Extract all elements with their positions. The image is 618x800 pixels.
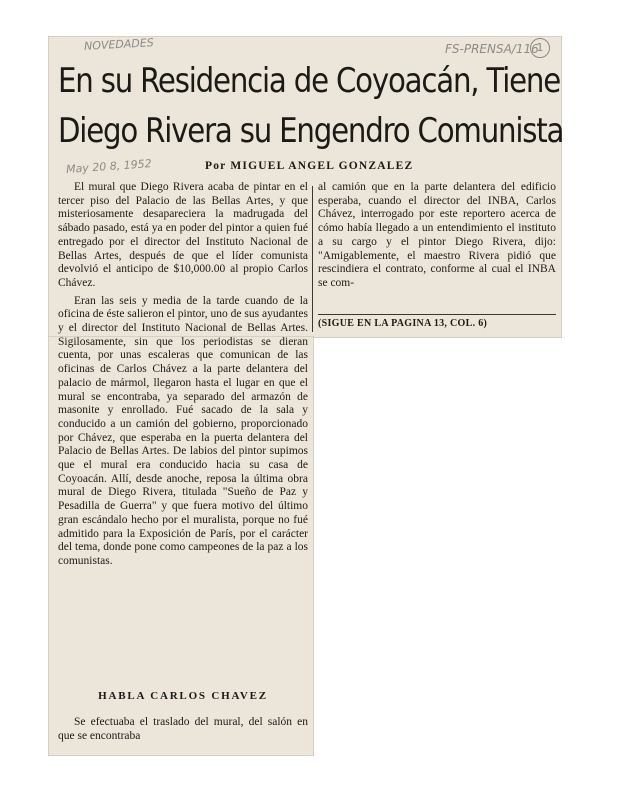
- handwritten-date: May 20 8, 1952: [65, 157, 153, 176]
- handwritten-page-number: 1: [530, 38, 550, 58]
- article-byline: Por MIGUEL ANGEL GONZALEZ: [205, 160, 414, 172]
- paragraph: al camión que en la parte delantera del edificio esperaba, cuando el director del INBA, Carlos Chávez, interrogado por este reportero acerca de cómo había llegado a un entendimiento el instituto a su cargo y el pintor Diego Rivera, dijo: "Amigablemente, el maestro Rivera pidió que rescindiera el contrato, conforme al cual el INBA se com-: [318, 181, 556, 289]
- article-column-right: [318, 181, 556, 291]
- column-divider: [312, 186, 313, 332]
- headline-line-1: En su Residencia de Coyoacán, Tiene: [58, 61, 561, 101]
- paragraph: Se efectuaba el traslado del mural, del salón en que se encontraba: [58, 716, 308, 742]
- continued-on-page-note: (SIGUE EN LA PAGINA 13, COL. 6): [318, 318, 488, 329]
- handwritten-archive-code: FS-PRENSA/116: [445, 42, 539, 56]
- section-subhead: HABLA CARLOS CHAVEZ: [98, 690, 268, 702]
- continuation-rule: [318, 314, 556, 315]
- article-column-bottom: [58, 716, 308, 743]
- handwritten-source-note: NOVEDADES: [83, 36, 155, 53]
- article-column-left: [58, 181, 308, 569]
- paragraph: El mural que Diego Rivera acaba de pintar en el tercer piso del Palacio de las Bellas Artes, y que misteriosamente desapareciera la madrugada del sábado pasado, está ya en poder del pintor a quien fué entregado por el director del Instituto Nacional de Bellas Artes, después de que el líder comunista devolvió el anticipo de $10,000.00 al propio Carlos Chávez.: [58, 181, 308, 289]
- paragraph: Eran las seis y media de la tarde cuando de la oficina de éste salieron el pintor, uno de sus ayudantes y el director del Instituto Nacional de Bellas Artes. Sigilosamente, sin que los periodistas se dieran cuenta, por unas escaleras que comunican de las oficinas de Carlos Chávez a la parte delantera del palacio de mármol, llegaron hasta el lugar en que el mural se encontraba, ya separado del armazón de masonite y enrollado. Fué sacado de la sala y conducido a un camión del gobierno, proporcionado por Chávez, que esperaba en la puerta delantera del Palacio de Bellas Artes. De labios del pintor supimos que el mural era conducido hacia su casa de Coyoacán. Allí, desde anoche, reposa la última obra mural de Diego Rivera, titulada "Sueño de Paz y Pesadilla de Guerra" y que fuera motivo del último gran escándalo hecho por el muralista, porque no fué admitido para la Exposición de París, por el carácter del tema, donde pone como campeones de la paz a los comunistas.: [58, 294, 308, 567]
- article-headline: [58, 56, 564, 156]
- headline-line-2: Diego Rivera su Engendro Comunista: [58, 111, 564, 151]
